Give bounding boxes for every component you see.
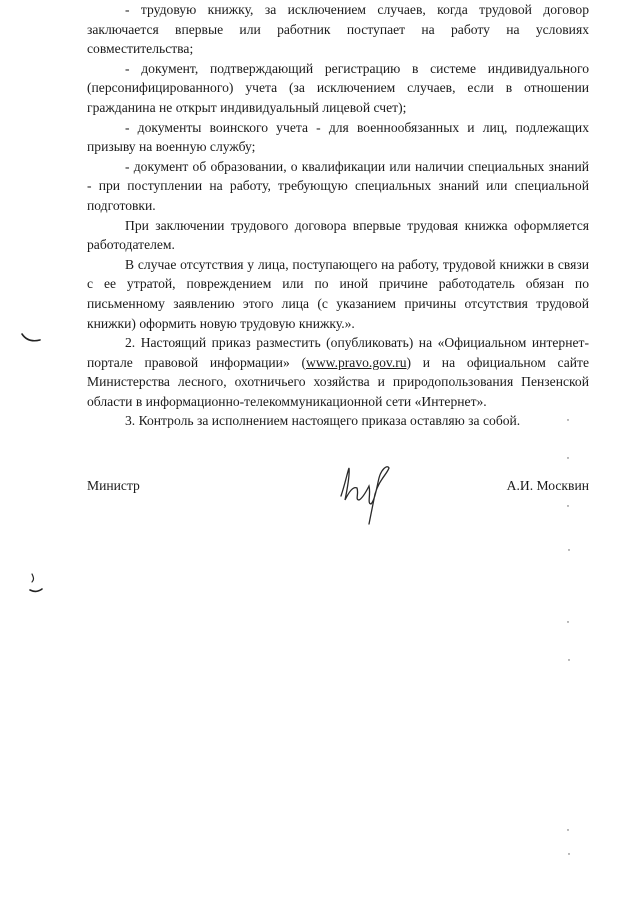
paragraph-control: 3. Контроль за исполнением настоящего приказа оставляю за собой. bbox=[125, 413, 521, 429]
scan-specks bbox=[566, 410, 572, 880]
publication-text-after: ) и на официальном сайте Министерства лесного, охотничьего хозяйства и природопользования Пензенской области в информационно-телекоммуникационной сети «Интернет». bbox=[87, 354, 589, 409]
paragraph-work-book: - трудовую книжку, за исключением случаев, когда трудовой договор заключается впервые или работник поступает на работу на условиях совместительства; bbox=[87, 2, 589, 57]
paragraph-military-documents: - документы воинского учета - для военнообязанных и лиц, подлежащих призыву на военную службу; bbox=[87, 119, 589, 155]
handwritten-signature bbox=[335, 460, 395, 526]
document-body bbox=[87, 0, 589, 431]
paragraph-registration-document: - документ, подтверждающий регистрацию в системе индивидуального (персонифицированного) учета (за исключением случаев, если в отношении гражданина не открыт индивидуальный лицевой счет); bbox=[87, 60, 589, 115]
signer-name: А.И. Москвин bbox=[506, 478, 589, 493]
margin-mark bbox=[20, 330, 44, 346]
signer-title: Министр bbox=[87, 478, 140, 493]
paragraph-education-document: - документ об образовании, о квалификации или наличии специальных знаний - при поступлении на работу, требующую специальных знаний или специальной подготовки. bbox=[87, 158, 589, 213]
signature-block bbox=[87, 476, 589, 502]
margin-mark bbox=[26, 572, 46, 596]
pravo-gov-link[interactable]: www.pravo.gov.ru bbox=[306, 354, 407, 370]
publication-text-before: 2. Настоящий приказ разместить (опубликовать) на «Официальном интернет-портале правовой информации» ( bbox=[87, 335, 589, 370]
paragraph-first-contract: При заключении трудового договора впервые трудовая книжка оформляется работодателем. bbox=[87, 217, 589, 253]
paragraph-missing-work-book: В случае отсутствия у лица, поступающего на работу, трудовой книжки в связи с ее утратой, повреждением или по иной причине работодатель обязан по письменному заявлению этого лица (с указанием причины отсутствия трудовой книжки) оформить новую трудовую книжку.». bbox=[87, 256, 589, 331]
paragraph-publication-order bbox=[87, 333, 589, 411]
